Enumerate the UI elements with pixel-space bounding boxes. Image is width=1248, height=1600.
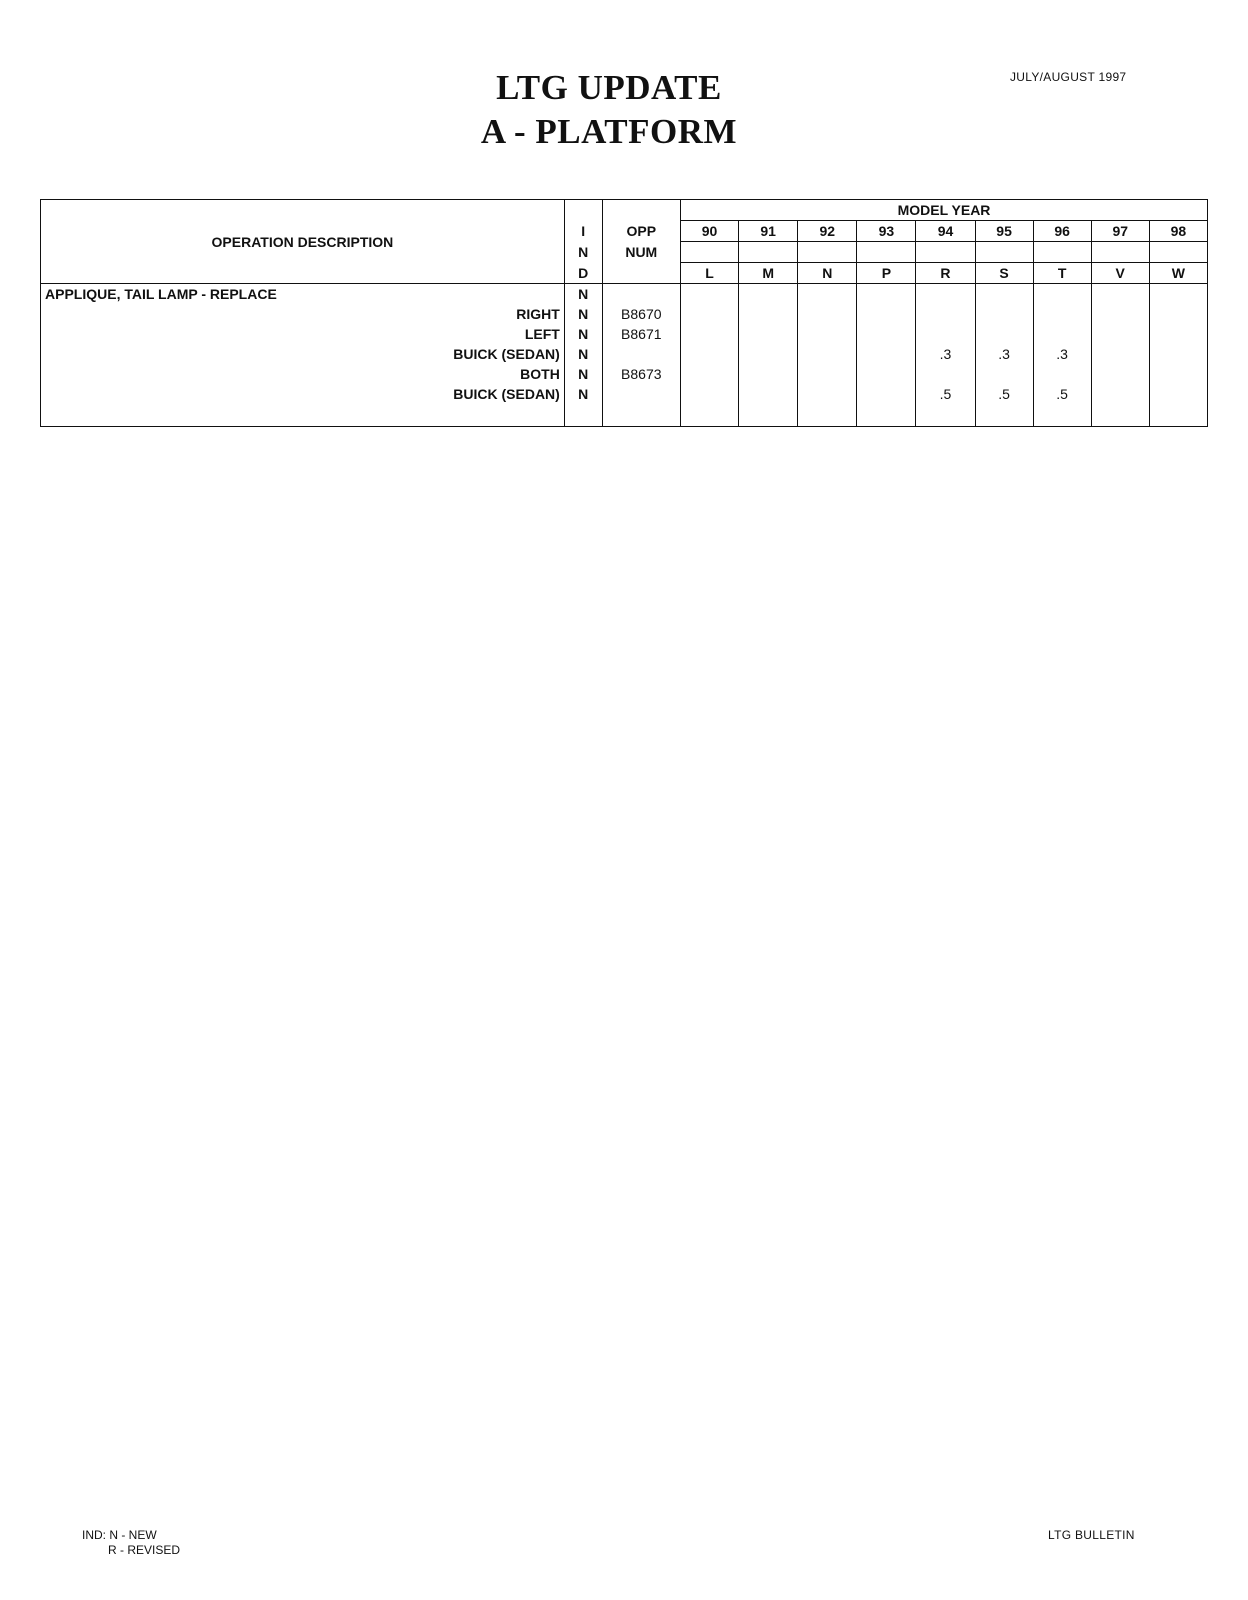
labor-time-value xyxy=(975,364,1033,384)
model-year-header: MODEL YEAR xyxy=(681,200,1208,221)
ind-header-n: N xyxy=(564,242,602,263)
code-r: R xyxy=(916,263,975,284)
labor-time-value xyxy=(975,304,1033,324)
labor-time-value xyxy=(739,384,798,404)
table-row xyxy=(41,324,1208,344)
labor-time-value xyxy=(1149,384,1207,404)
labor-time-value xyxy=(1091,364,1149,384)
labor-time-value xyxy=(1091,284,1149,305)
labor-time-value xyxy=(916,304,975,324)
labor-time-value xyxy=(681,384,739,404)
labor-time-value xyxy=(681,284,739,305)
labor-time-value xyxy=(1149,364,1207,384)
labor-time-value xyxy=(798,344,857,364)
operation-description: LEFT xyxy=(41,324,565,344)
opp-number: B8673 xyxy=(602,364,680,384)
header-row-model-year xyxy=(41,200,1208,221)
code-s: S xyxy=(975,263,1033,284)
labor-time-value: .5 xyxy=(916,384,975,404)
labor-time-value xyxy=(798,364,857,384)
labor-time-value xyxy=(857,364,916,384)
labor-time-table xyxy=(40,199,1208,427)
operation-description: BOTH xyxy=(41,364,565,384)
labor-time-value xyxy=(1091,324,1149,344)
labor-time-value xyxy=(857,304,916,324)
ind-code: N xyxy=(564,284,602,305)
labor-time-value xyxy=(857,284,916,305)
ind-legend xyxy=(82,1528,180,1558)
labor-time-value xyxy=(975,324,1033,344)
year-98: 98 xyxy=(1149,221,1207,242)
year-90: 90 xyxy=(681,221,739,242)
legend-new: IND: N - NEW xyxy=(82,1528,157,1542)
labor-time-value xyxy=(798,324,857,344)
labor-time-value xyxy=(798,384,857,404)
operation-description-header: OPERATION DESCRIPTION xyxy=(41,200,565,284)
labor-time-value: .3 xyxy=(916,344,975,364)
opp-number xyxy=(602,384,680,404)
ind-code: N xyxy=(564,324,602,344)
labor-time-value xyxy=(1091,344,1149,364)
labor-time-value xyxy=(681,304,739,324)
legend-revised: R - REVISED xyxy=(108,1543,181,1557)
table-row xyxy=(41,304,1208,324)
ind-code: N xyxy=(564,384,602,404)
labor-time-value xyxy=(1033,304,1091,324)
labor-time-value xyxy=(1149,304,1207,324)
labor-time-value xyxy=(1149,324,1207,344)
code-m: M xyxy=(739,263,798,284)
labor-time-value: .5 xyxy=(1033,384,1091,404)
labor-time-value xyxy=(916,324,975,344)
labor-time-value: .3 xyxy=(975,344,1033,364)
year-93: 93 xyxy=(857,221,916,242)
labor-time-value xyxy=(739,284,798,305)
labor-time-value xyxy=(1033,284,1091,305)
labor-time-value xyxy=(798,284,857,305)
labor-time-value xyxy=(681,344,739,364)
opp-number: B8670 xyxy=(602,304,680,324)
labor-time-value xyxy=(739,364,798,384)
table-row xyxy=(41,284,1208,305)
labor-time-value xyxy=(857,344,916,364)
year-92: 92 xyxy=(798,221,857,242)
operation-description: BUICK (SEDAN) xyxy=(41,344,565,364)
labor-time-value xyxy=(1033,324,1091,344)
year-94: 94 xyxy=(916,221,975,242)
opp-header-line1: OPP xyxy=(602,221,680,242)
year-97: 97 xyxy=(1091,221,1149,242)
operation-description: BUICK (SEDAN) xyxy=(41,384,565,404)
page-title xyxy=(0,66,1218,154)
labor-time-value: .3 xyxy=(1033,344,1091,364)
labor-time-value xyxy=(1149,284,1207,305)
labor-time-value xyxy=(916,284,975,305)
labor-time-value xyxy=(681,324,739,344)
opp-number: B8671 xyxy=(602,324,680,344)
bulletin-date: JULY/AUGUST 1997 xyxy=(1010,70,1127,84)
ind-code: N xyxy=(564,344,602,364)
ind-header-d: D xyxy=(564,263,602,284)
ind-header-i: I xyxy=(564,221,602,242)
title-line-1: LTG UPDATE xyxy=(496,68,722,107)
year-96: 96 xyxy=(1033,221,1091,242)
opp-header-line2: NUM xyxy=(602,242,680,263)
labor-time-value xyxy=(1149,344,1207,364)
labor-time-value xyxy=(739,324,798,344)
labor-time-value: .5 xyxy=(975,384,1033,404)
ind-code: N xyxy=(564,364,602,384)
labor-time-value xyxy=(857,384,916,404)
table-row xyxy=(41,364,1208,384)
code-n: N xyxy=(798,263,857,284)
title-line-2: A - PLATFORM xyxy=(480,112,738,151)
table-row xyxy=(41,344,1208,364)
table-bottom-spacer xyxy=(41,404,1208,427)
code-l: L xyxy=(681,263,739,284)
footer-bulletin-label: LTG BULLETIN xyxy=(1048,1528,1135,1542)
code-w: W xyxy=(1149,263,1207,284)
labor-time-value xyxy=(1033,364,1091,384)
labor-time-value xyxy=(975,284,1033,305)
operation-description: RIGHT xyxy=(41,304,565,324)
year-91: 91 xyxy=(739,221,798,242)
labor-time-value xyxy=(857,324,916,344)
labor-time-value xyxy=(739,344,798,364)
code-p: P xyxy=(857,263,916,284)
operation-description: APPLIQUE, TAIL LAMP - REPLACE xyxy=(41,284,565,305)
code-t: T xyxy=(1033,263,1091,284)
labor-time-value xyxy=(798,304,857,324)
ind-code: N xyxy=(564,304,602,324)
opp-number xyxy=(602,284,680,305)
labor-time-value xyxy=(681,364,739,384)
code-v: V xyxy=(1091,263,1149,284)
year-95: 95 xyxy=(975,221,1033,242)
labor-time-value xyxy=(739,304,798,324)
table-row xyxy=(41,384,1208,404)
labor-time-value xyxy=(1091,304,1149,324)
labor-time-value xyxy=(916,364,975,384)
labor-time-value xyxy=(1091,384,1149,404)
opp-number xyxy=(602,344,680,364)
